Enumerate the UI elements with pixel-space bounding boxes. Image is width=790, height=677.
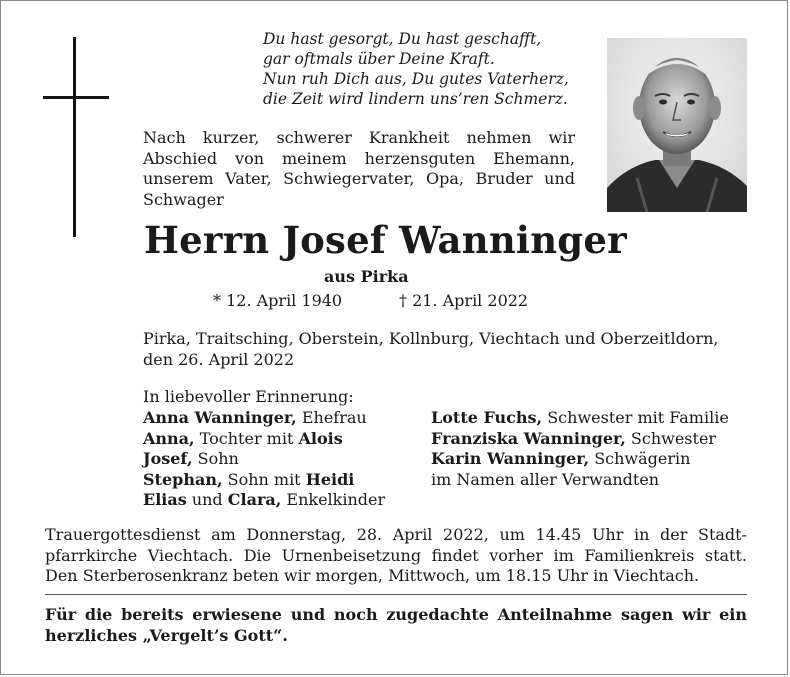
death-date: † 21. April 2022 (399, 291, 529, 310)
mourner-entry (143, 449, 385, 470)
cross-icon-bar (43, 96, 109, 99)
mourner-name: Stephan, (143, 469, 223, 489)
thanks-line: herzliches „Vergelt’s Gott“. (45, 626, 288, 645)
mourner-name: Anna, (143, 428, 195, 448)
mourner-entry (431, 408, 729, 429)
mourner-name: Anna Wanninger, (143, 408, 297, 427)
mourner-name: Franziska Wanninger, (431, 428, 626, 448)
mourner-relation: Ehefrau (296, 408, 367, 427)
portrait-photo-image (607, 38, 747, 212)
poem-line: Du hast gesorgt, Du hast geschafft, (263, 30, 542, 48)
mourner-entry (143, 429, 385, 450)
memory-title: In liebevoller Erinnerung: (143, 387, 354, 406)
divider (45, 594, 747, 595)
mourner-relation: Enkelkinder (281, 490, 386, 509)
mourners-right (431, 408, 729, 490)
poem-line: die Zeit wird lindern uns’ren Schmerz. (263, 90, 568, 108)
mourner-relation: Sohn (192, 449, 239, 468)
intro-line: Schwager (143, 189, 224, 209)
intro-line: unserem Vater, Schwiegervater, Opa, Bruder und (143, 169, 575, 188)
mourners-left (143, 408, 385, 511)
mourner-relation: Schwägerin (589, 449, 691, 468)
mourner-name: Elias (143, 490, 187, 509)
service-line: pfarrkirche Viechtach. Die Urnenbeisetzung findet vorher im Familienkreis statt. (45, 545, 747, 565)
mourner-relation: im Namen aller Verwandten (431, 469, 660, 489)
cross-icon (73, 37, 76, 237)
intro-line: Nach kurzer, schwerer Krankheit nehmen wir (143, 128, 575, 147)
mourner-entry (431, 470, 729, 491)
mourner-entry (143, 490, 385, 511)
mourner-name: Clara, (227, 490, 282, 509)
poem-line: gar oftmals über Deine Kraft. (263, 50, 495, 68)
places-line: den 26. April 2022 (143, 349, 295, 369)
mourner-entry (431, 429, 729, 450)
mourner-entry (143, 470, 385, 491)
mourner-relation: Schwester (625, 428, 717, 448)
mourner-entry (143, 408, 385, 429)
poem-line: Nun ruh Dich aus, Du gutes Vaterherz, (263, 70, 569, 88)
mourner-name: Josef, (143, 449, 193, 468)
mourner-name: Lotte Fuchs, (431, 408, 543, 427)
service-info (45, 525, 747, 587)
deceased-name: Herrn Josef Wanninger (144, 218, 627, 262)
mourner-name: Karin Wanninger, (431, 449, 590, 468)
mourner-relation: Schwester mit Familie (542, 408, 729, 427)
deceased-origin: aus Pirka (324, 267, 409, 286)
service-line: Trauergottesdienst am Donnerstag, 28. April 2022, um 14.45 Uhr in der Stadt- (45, 525, 747, 544)
intro-text (143, 128, 575, 210)
poem (263, 29, 593, 109)
mourner-name: Heidi (305, 469, 355, 489)
birth-date: * 12. April 1940 (213, 291, 343, 310)
places-line: Pirka, Traitsching, Oberstein, Kollnburg, Viechtach und Oberzeitldorn, (143, 329, 719, 348)
places-and-date (143, 329, 753, 370)
mourner-entry (431, 449, 729, 470)
thanks-line: Für die bereits erwiesene und noch zugedachte Anteilnahme sagen wir ein (45, 605, 747, 624)
mourner-name: Alois (298, 428, 343, 448)
thanks-text (45, 604, 747, 646)
intro-line: Abschied von meinem herzensguten Ehemann, (143, 148, 575, 168)
mourner-relation: Tochter mit (194, 428, 299, 448)
mourner-relation: und (186, 490, 228, 509)
mourner-relation: Sohn mit (222, 469, 306, 489)
service-line: Den Sterberosenkranz beten wir morgen, Mittwoch, um 18.15 Uhr in Viechtach. (45, 566, 700, 585)
portrait-photo (607, 38, 747, 212)
